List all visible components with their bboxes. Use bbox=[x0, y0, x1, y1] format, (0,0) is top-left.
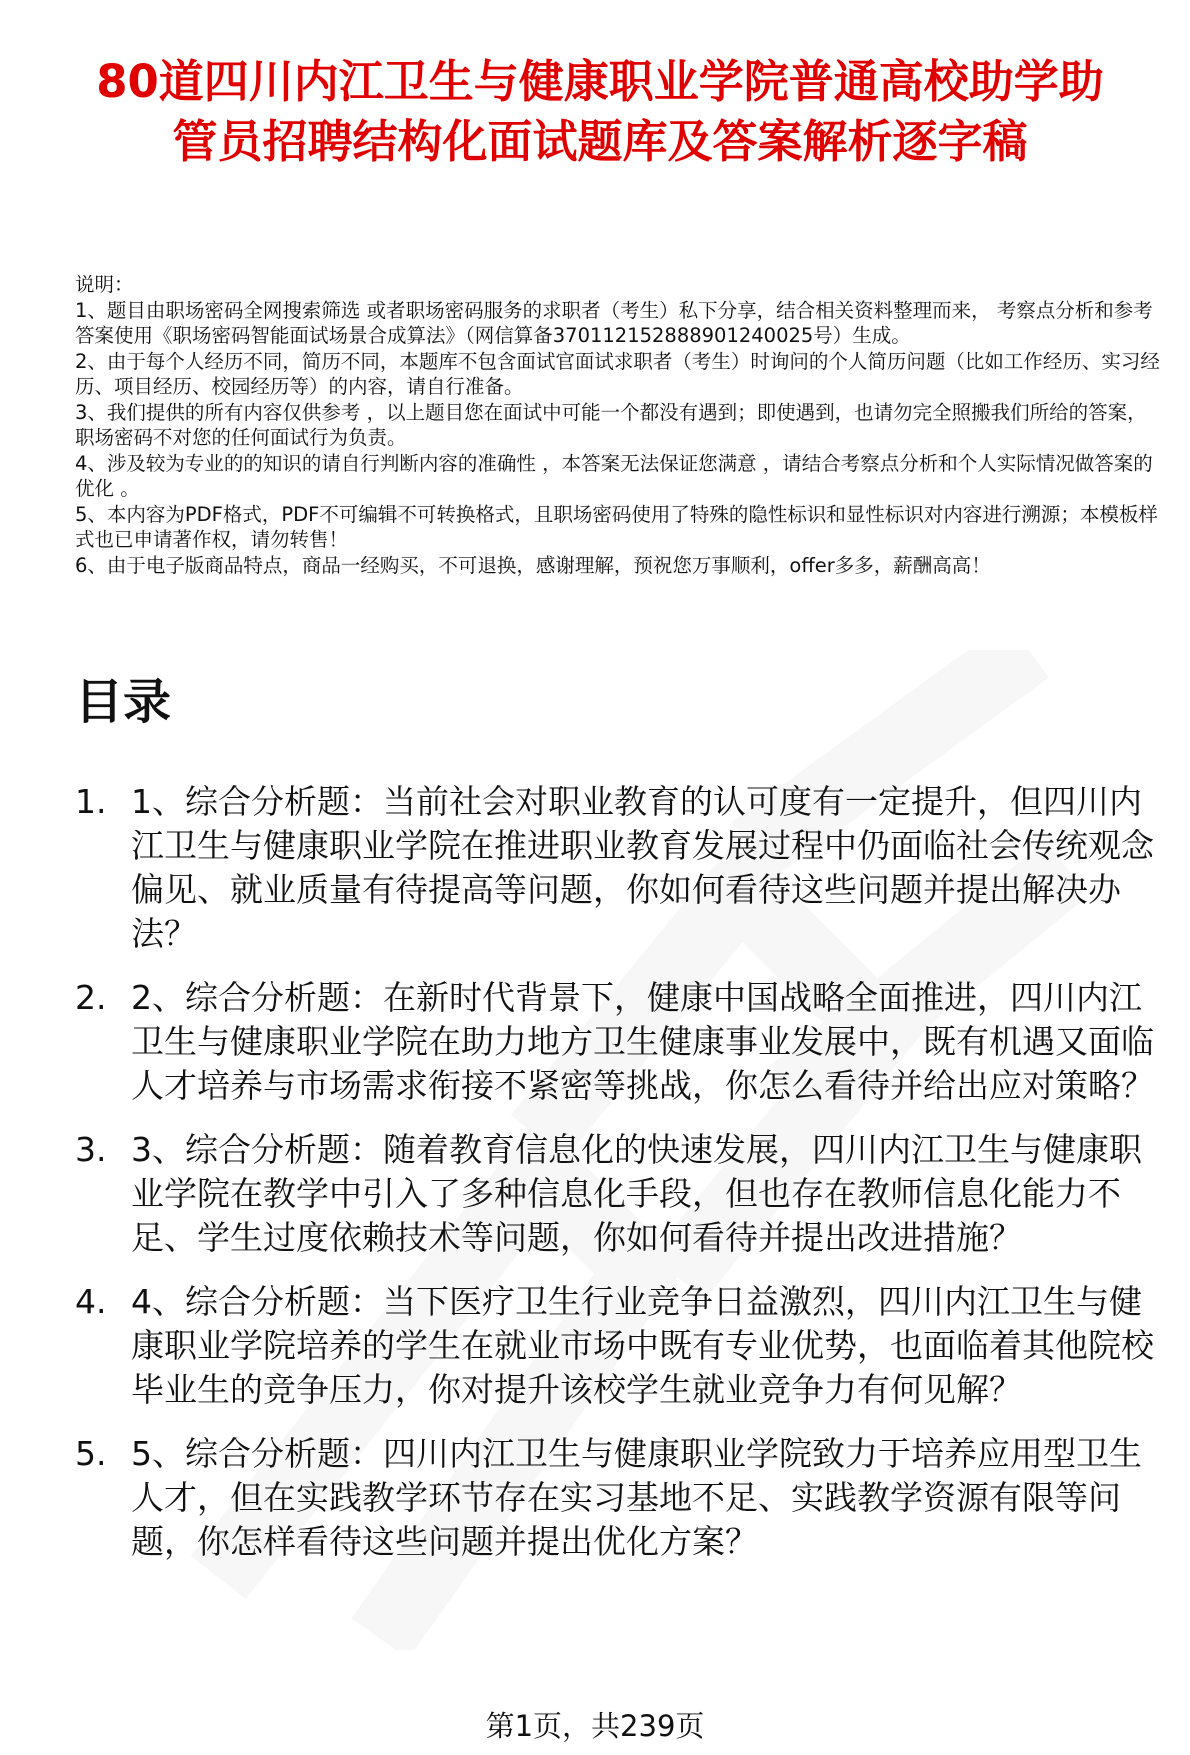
toc-item[interactable] bbox=[75, 1432, 1170, 1564]
document-title: 80道四川内江卫生与健康职业学院普通高校助学助管员招聘结构化面试题库及答案解析逐字稿 bbox=[96, 55, 1104, 168]
toc-item-text[interactable]: 5、综合分析题：四川内江卫生与健康职业学院致力于培养应用型卫生人才，但在实践教学环节存在实习基地不足、实践教学资源有限等问题，你怎样看待这些问题并提出优化方案？ bbox=[131, 1434, 1142, 1561]
toc-item-text[interactable]: 4、综合分析题：当下医疗卫生行业竞争日益激烈，四川内江卫生与健康职业学院培养的学生在就业市场中既有专业优势，也面临着其他院校毕业生的竞争压力，你对提升该校学生就业竞争力有何见解？ bbox=[131, 1282, 1154, 1409]
toc-item-number: 5. bbox=[75, 1434, 107, 1473]
toc-item[interactable] bbox=[75, 780, 1170, 956]
toc-heading: 目录 bbox=[75, 674, 172, 730]
toc-item-text[interactable]: 3、综合分析题：随着教育信息化的快速发展，四川内江卫生与健康职业学院在教学中引入了多种信息化手段，但也存在教师信息化能力不足、学生过度依赖技术等问题，你如何看待并提出改进措施？ bbox=[131, 1130, 1142, 1257]
note-item-4: 4、涉及较为专业的的知识的请自行判断内容的准确性 ，本答案无法保证您满意 ，请结合考察点分析和个人实际情况做答案的优化 。 bbox=[75, 451, 1153, 500]
note-item-3: 3、我们提供的所有内容仅供参考 ，以上题目您在面试中可能一个都没有遇到；即使遇到，也请勿完全照搬我们所给的答案，职场密码不对您的任何面试行为负责。 bbox=[75, 400, 1147, 449]
note-item-2: 2、由于每个人经历不同，简历不同，本题库不包含面试官面试求职者（考生）时询问的个人简历问题（比如工作经历、实习经历、项目经历、校园经历等）的内容，请自行准备。 bbox=[75, 349, 1160, 398]
toc-item-number: 2. bbox=[75, 978, 107, 1017]
page-number-footer: 第1页，共239页 bbox=[485, 1709, 705, 1743]
toc-item-number: 3. bbox=[75, 1130, 107, 1169]
toc-item[interactable] bbox=[75, 976, 1170, 1108]
toc-item-number: 1. bbox=[75, 782, 107, 821]
notes-heading: 说明： bbox=[75, 273, 134, 296]
toc-item-text[interactable]: 1、综合分析题：当前社会对职业教育的认可度有一定提升，但四川内江卫生与健康职业学院在推进职业教育发展过程中仍面临社会传统观念偏见、就业质量有待提高等问题，你如何看待这些问题并提出解决办法？ bbox=[131, 782, 1154, 953]
note-item-5: 5、本内容为PDF格式，PDF不可编辑不可转换格式，且职场密码使用了特殊的隐性标识和显性标识对内容进行溯源；本模板样式也已申请著作权，请勿转售！ bbox=[75, 502, 1158, 551]
toc-item-text[interactable]: 2、综合分析题：在新时代背景下，健康中国战略全面推进，四川内江卫生与健康职业学院在助力地方卫生健康事业发展中，既有机遇又面临人才培养与市场需求衔接不紧密等挑战，你怎么看待并给出应对策略？ bbox=[131, 978, 1154, 1105]
note-item-6: 6、由于电子版商品特点，商品一经购买，不可退换，感谢理解，预祝您万事顺利，offer多多，薪酬高高！ bbox=[75, 553, 991, 577]
toc-item[interactable] bbox=[75, 1280, 1170, 1412]
note-item-1: 1、题目由职场密码全网搜索筛选 或者职场密码服务的求职者（考生）私下分享，结合相关资料整理而来， 考察点分析和参考答案使用《职场密码智能面试场景合成算法》（网信算备370112152888901240025号）生成。 bbox=[75, 298, 1153, 347]
toc-item-number: 4. bbox=[75, 1282, 107, 1321]
notes-section bbox=[75, 272, 1165, 578]
toc-item[interactable] bbox=[75, 1128, 1170, 1260]
toc-list bbox=[75, 780, 1170, 1584]
